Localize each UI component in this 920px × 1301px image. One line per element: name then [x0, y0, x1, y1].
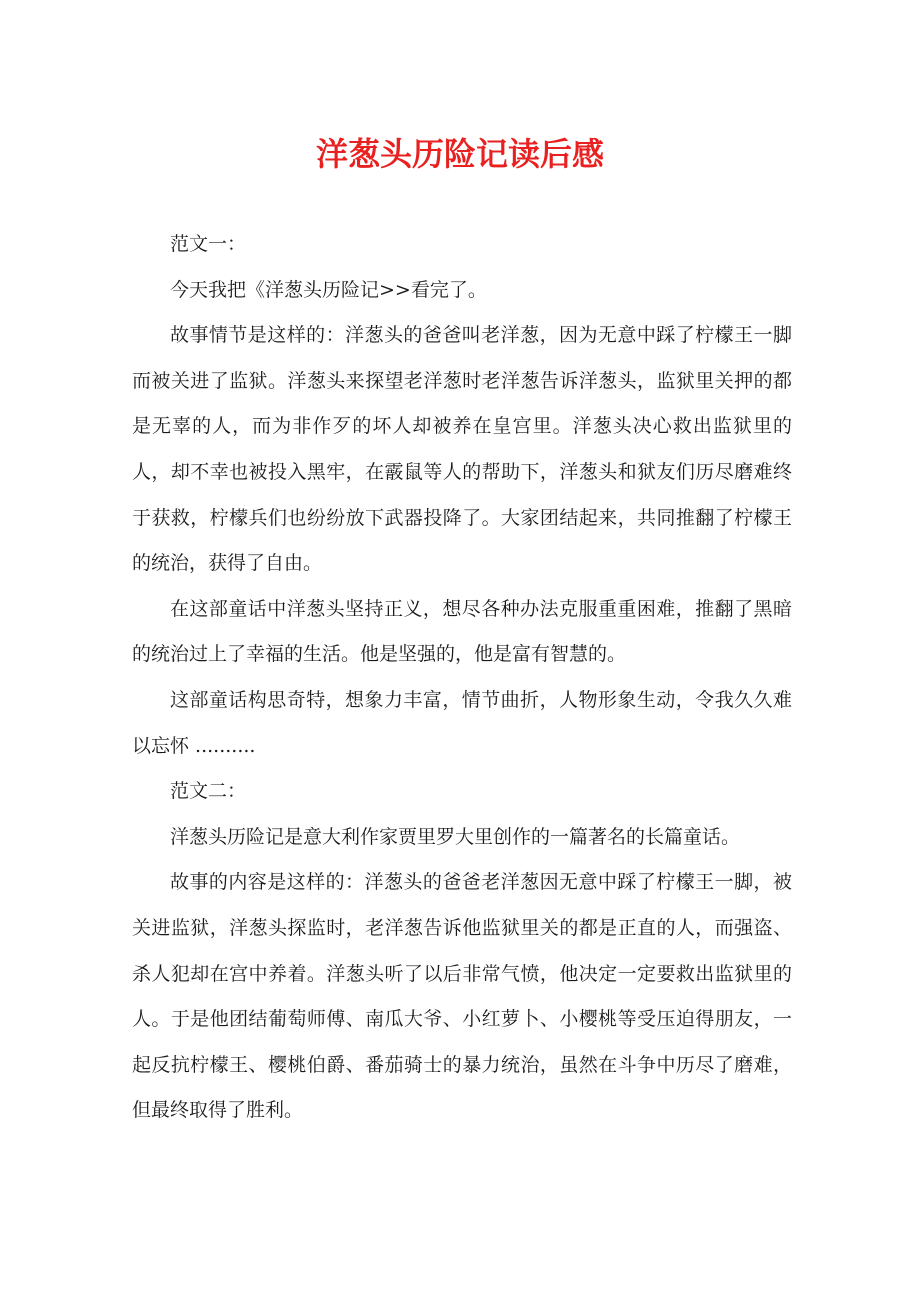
page-title: 洋葱头历险记读后感 — [315, 135, 604, 173]
paragraph-plot-summary: 故事情节是这样的：洋葱头的爸爸叫老洋葱，因为无意中踩了柠檬王一脚而被关进了监狱。洋葱头来探望老洋葱时老洋葱告诉洋葱头，监狱里关押的都是无辜的人，而为非作歹的坏人却被养在皇宫里。洋葱头决心救出监狱里的人，却不幸也被投入黑牢，在霰鼠等人的帮助下，洋葱头和狱友们历尽磨难终于获救，柠檬兵们也纷纷放下武器投降了。大家团结起来，共同推翻了柠檬王的统治，获得了自由。 — [132, 324, 792, 575]
section-label-sample-two: 范文二： — [170, 780, 247, 803]
section-label-sample-one: 范文一： — [170, 233, 247, 255]
paragraph-book-info: 洋葱头历险记是意大利作家贾里罗大里创作的一篇著名的长篇童话。 — [170, 825, 741, 848]
paragraph-character-analysis: 在这部童话中洋葱头坚持正义，想尽各种办法克服重重困难，推翻了黑暗的统治过上了幸福的生活。他是坚强的，他是富有智慧的。 — [132, 597, 792, 666]
paragraph-story-content: 故事的内容是这样的：洋葱头的爸爸老洋葱因无意中踩了柠檬王一脚，被关进监狱，洋葱头探监时，老洋葱告诉他监狱里关的都是正直的人，而强盗、杀人犯却在宫中养着。洋葱头听了以后非常气愤，他决定一定要救出监狱里的人。于是他团结葡萄师傅、南瓜大爷、小红萝卜、小樱桃等受压迫得朋友，一起反抗柠檬王、樱桃伯爵、番茄骑士的暴力统治，虽然在斗争中历尽了磨难，但最终取得了胜利。 — [132, 871, 792, 1122]
document-body — [132, 222, 792, 1134]
paragraph-impression: 这部童话构思奇特，想象力丰富，情节曲折，人物形象生动，令我久久难以忘怀 .......... — [132, 688, 792, 757]
paragraph-intro: 今天我把《洋葱头历险记>>看完了。 — [170, 278, 487, 301]
